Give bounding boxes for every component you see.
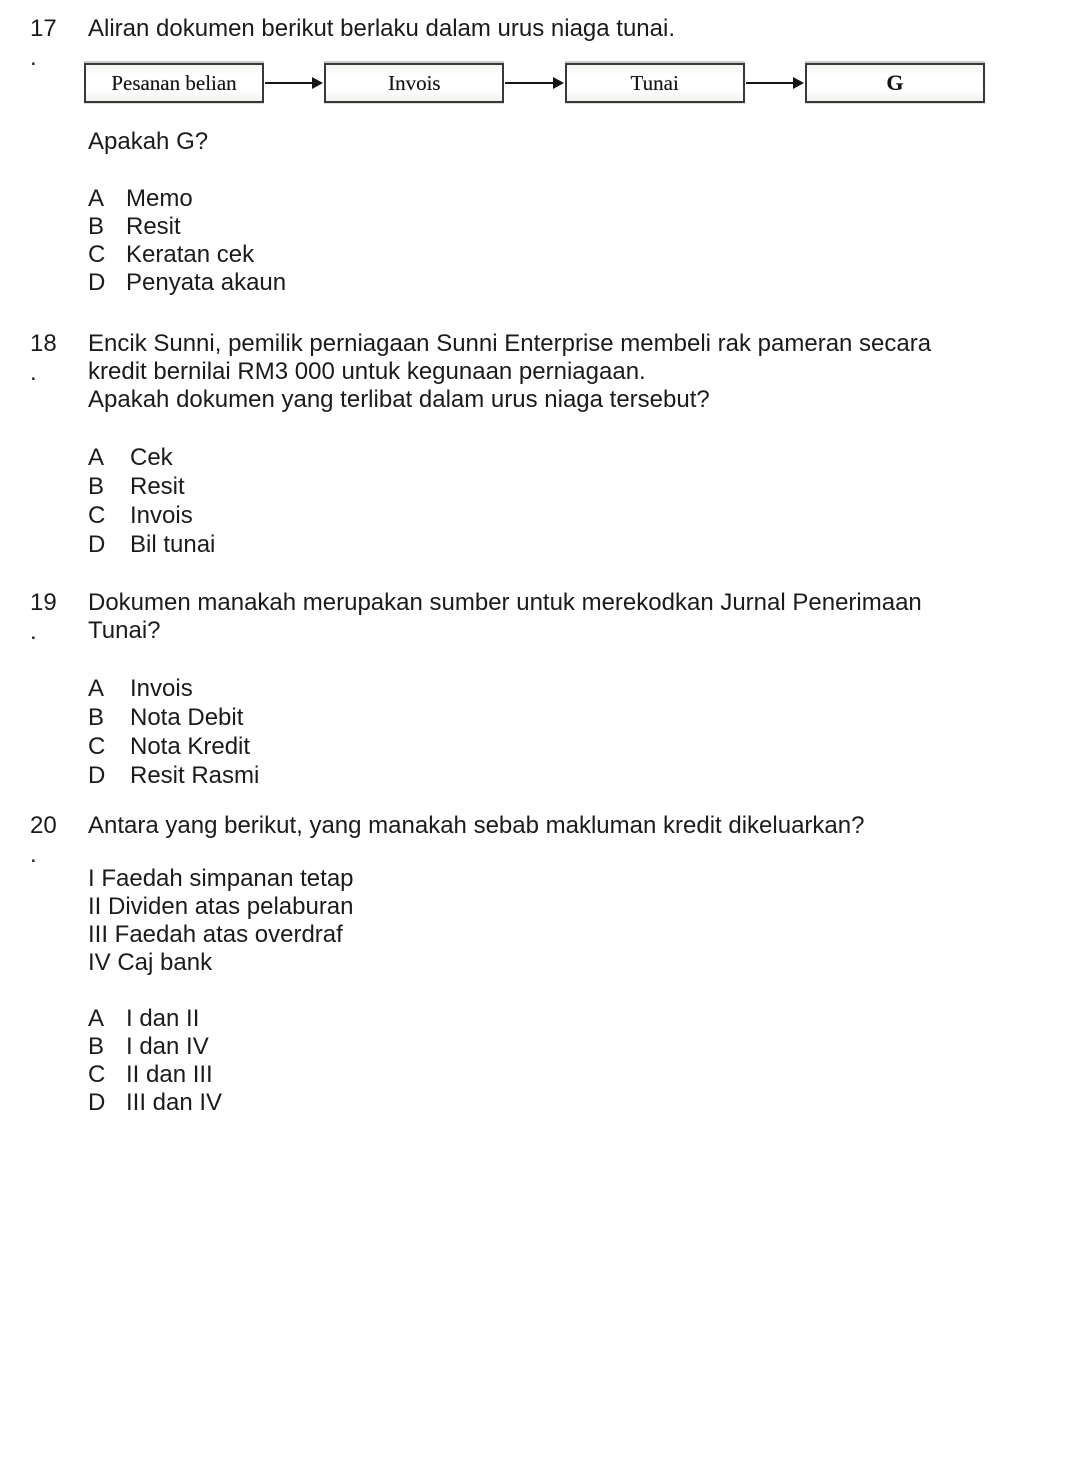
- option-letter: B: [88, 473, 105, 500]
- question-body: [88, 330, 1060, 559]
- question-number-dot: .: [30, 618, 37, 645]
- option-letter: D: [88, 269, 106, 296]
- option-text: Penyata akaun: [126, 269, 287, 296]
- option-text: Cek: [130, 444, 173, 471]
- question-body: [88, 15, 1060, 297]
- flow-arrow-icon: [505, 82, 561, 84]
- option-row: [88, 213, 1060, 241]
- question-number: 19: [30, 589, 57, 616]
- statement-line: II Dividen atas pelaburan: [88, 893, 354, 920]
- question-number-dot: .: [30, 841, 37, 868]
- flow-box-invois: Invois: [324, 63, 504, 103]
- option-text: Resit: [126, 213, 181, 240]
- statement-line: IV Caj bank: [88, 949, 213, 976]
- sub-question-text: Apakah G?: [88, 128, 209, 155]
- option-row: [88, 501, 1060, 530]
- option-text: Nota Kredit: [130, 733, 251, 760]
- question-20: [30, 812, 1060, 1117]
- question-number: 18: [30, 330, 57, 357]
- flow-box-pesanan-belian: Pesanan belian: [84, 63, 264, 103]
- question-text-line: Antara yang berikut, yang manakah sebab makluman kredit dikeluarkan?: [88, 812, 865, 839]
- option-letter: A: [88, 1005, 105, 1032]
- question-body: [88, 589, 1060, 790]
- option-letter: B: [88, 704, 105, 731]
- statements-list: [88, 865, 1060, 977]
- question-number: 20: [30, 812, 57, 839]
- option-letter: D: [88, 762, 106, 789]
- question-18: [30, 330, 1060, 559]
- option-row: [88, 761, 1060, 790]
- question-17: [30, 15, 1060, 297]
- option-letter: D: [88, 531, 106, 558]
- question-text-line: Tunai?: [88, 617, 161, 644]
- option-text: Resit: [130, 473, 185, 500]
- option-row: [88, 530, 1060, 559]
- question-text-line: Dokumen manakah merupakan sumber untuk merekodkan Jurnal Penerimaan: [88, 589, 922, 616]
- question-number-column: [30, 589, 88, 645]
- option-text: II dan III: [126, 1061, 213, 1088]
- flow-box-g: G: [805, 63, 985, 103]
- question-number-column: [30, 15, 88, 71]
- option-row: [88, 472, 1060, 501]
- question-number-dot: .: [30, 359, 37, 386]
- option-text: Invois: [130, 502, 193, 529]
- question-number: 17: [30, 15, 57, 42]
- options-list: [88, 185, 1060, 297]
- option-row: [88, 1005, 1060, 1033]
- option-text: Nota Debit: [130, 704, 244, 731]
- option-text: III dan IV: [126, 1089, 223, 1116]
- option-row: [88, 1061, 1060, 1089]
- option-text: Invois: [130, 675, 193, 702]
- option-text: Keratan cek: [126, 241, 255, 268]
- option-letter: A: [88, 675, 105, 702]
- question-body: [88, 812, 1060, 1117]
- option-letter: A: [88, 185, 105, 212]
- option-text: I dan IV: [126, 1033, 209, 1060]
- option-text: Bil tunai: [130, 531, 216, 558]
- statement-line: III Faedah atas overdraf: [88, 921, 343, 948]
- option-row: [88, 732, 1060, 761]
- question-number-column: [30, 330, 88, 386]
- question-text-line: Apakah dokumen yang terlibat dalam urus niaga tersebut?: [88, 386, 710, 413]
- option-letter: A: [88, 444, 105, 471]
- flow-arrow-icon: [746, 82, 802, 84]
- option-letter: C: [88, 733, 106, 760]
- option-row: [88, 443, 1060, 472]
- option-text: I dan II: [126, 1005, 200, 1032]
- question-19: [30, 589, 1060, 790]
- option-letter: B: [88, 213, 105, 240]
- question-number-column: [30, 812, 88, 868]
- option-letter: C: [88, 241, 106, 268]
- option-row: [88, 1033, 1060, 1061]
- question-text-line: kredit bernilai RM3 000 untuk kegunaan perniagaan.: [88, 358, 646, 385]
- option-row: [88, 185, 1060, 213]
- question-number-dot: .: [30, 44, 37, 71]
- statement-line: I Faedah simpanan tetap: [88, 865, 354, 892]
- question-text-line: Encik Sunni, pemilik perniagaan Sunni Enterprise membeli rak pameran secara: [88, 330, 932, 357]
- option-row: [88, 703, 1060, 732]
- question-text-line: Aliran dokumen berikut berlaku dalam urus niaga tunai.: [88, 15, 676, 42]
- option-row: [88, 269, 1060, 297]
- options-list: [88, 443, 1060, 559]
- document-flow-diagram: [84, 61, 985, 105]
- options-list: [88, 1005, 1060, 1117]
- option-letter: D: [88, 1089, 106, 1116]
- option-letter: B: [88, 1033, 105, 1060]
- flow-box-tunai: Tunai: [565, 63, 745, 103]
- option-row: [88, 674, 1060, 703]
- flow-arrow-icon: [265, 82, 321, 84]
- option-row: [88, 241, 1060, 269]
- options-list: [88, 674, 1060, 790]
- option-letter: C: [88, 1061, 106, 1088]
- option-letter: C: [88, 502, 106, 529]
- option-text: Resit Rasmi: [130, 762, 260, 789]
- option-text: Memo: [126, 185, 193, 212]
- option-row: [88, 1089, 1060, 1117]
